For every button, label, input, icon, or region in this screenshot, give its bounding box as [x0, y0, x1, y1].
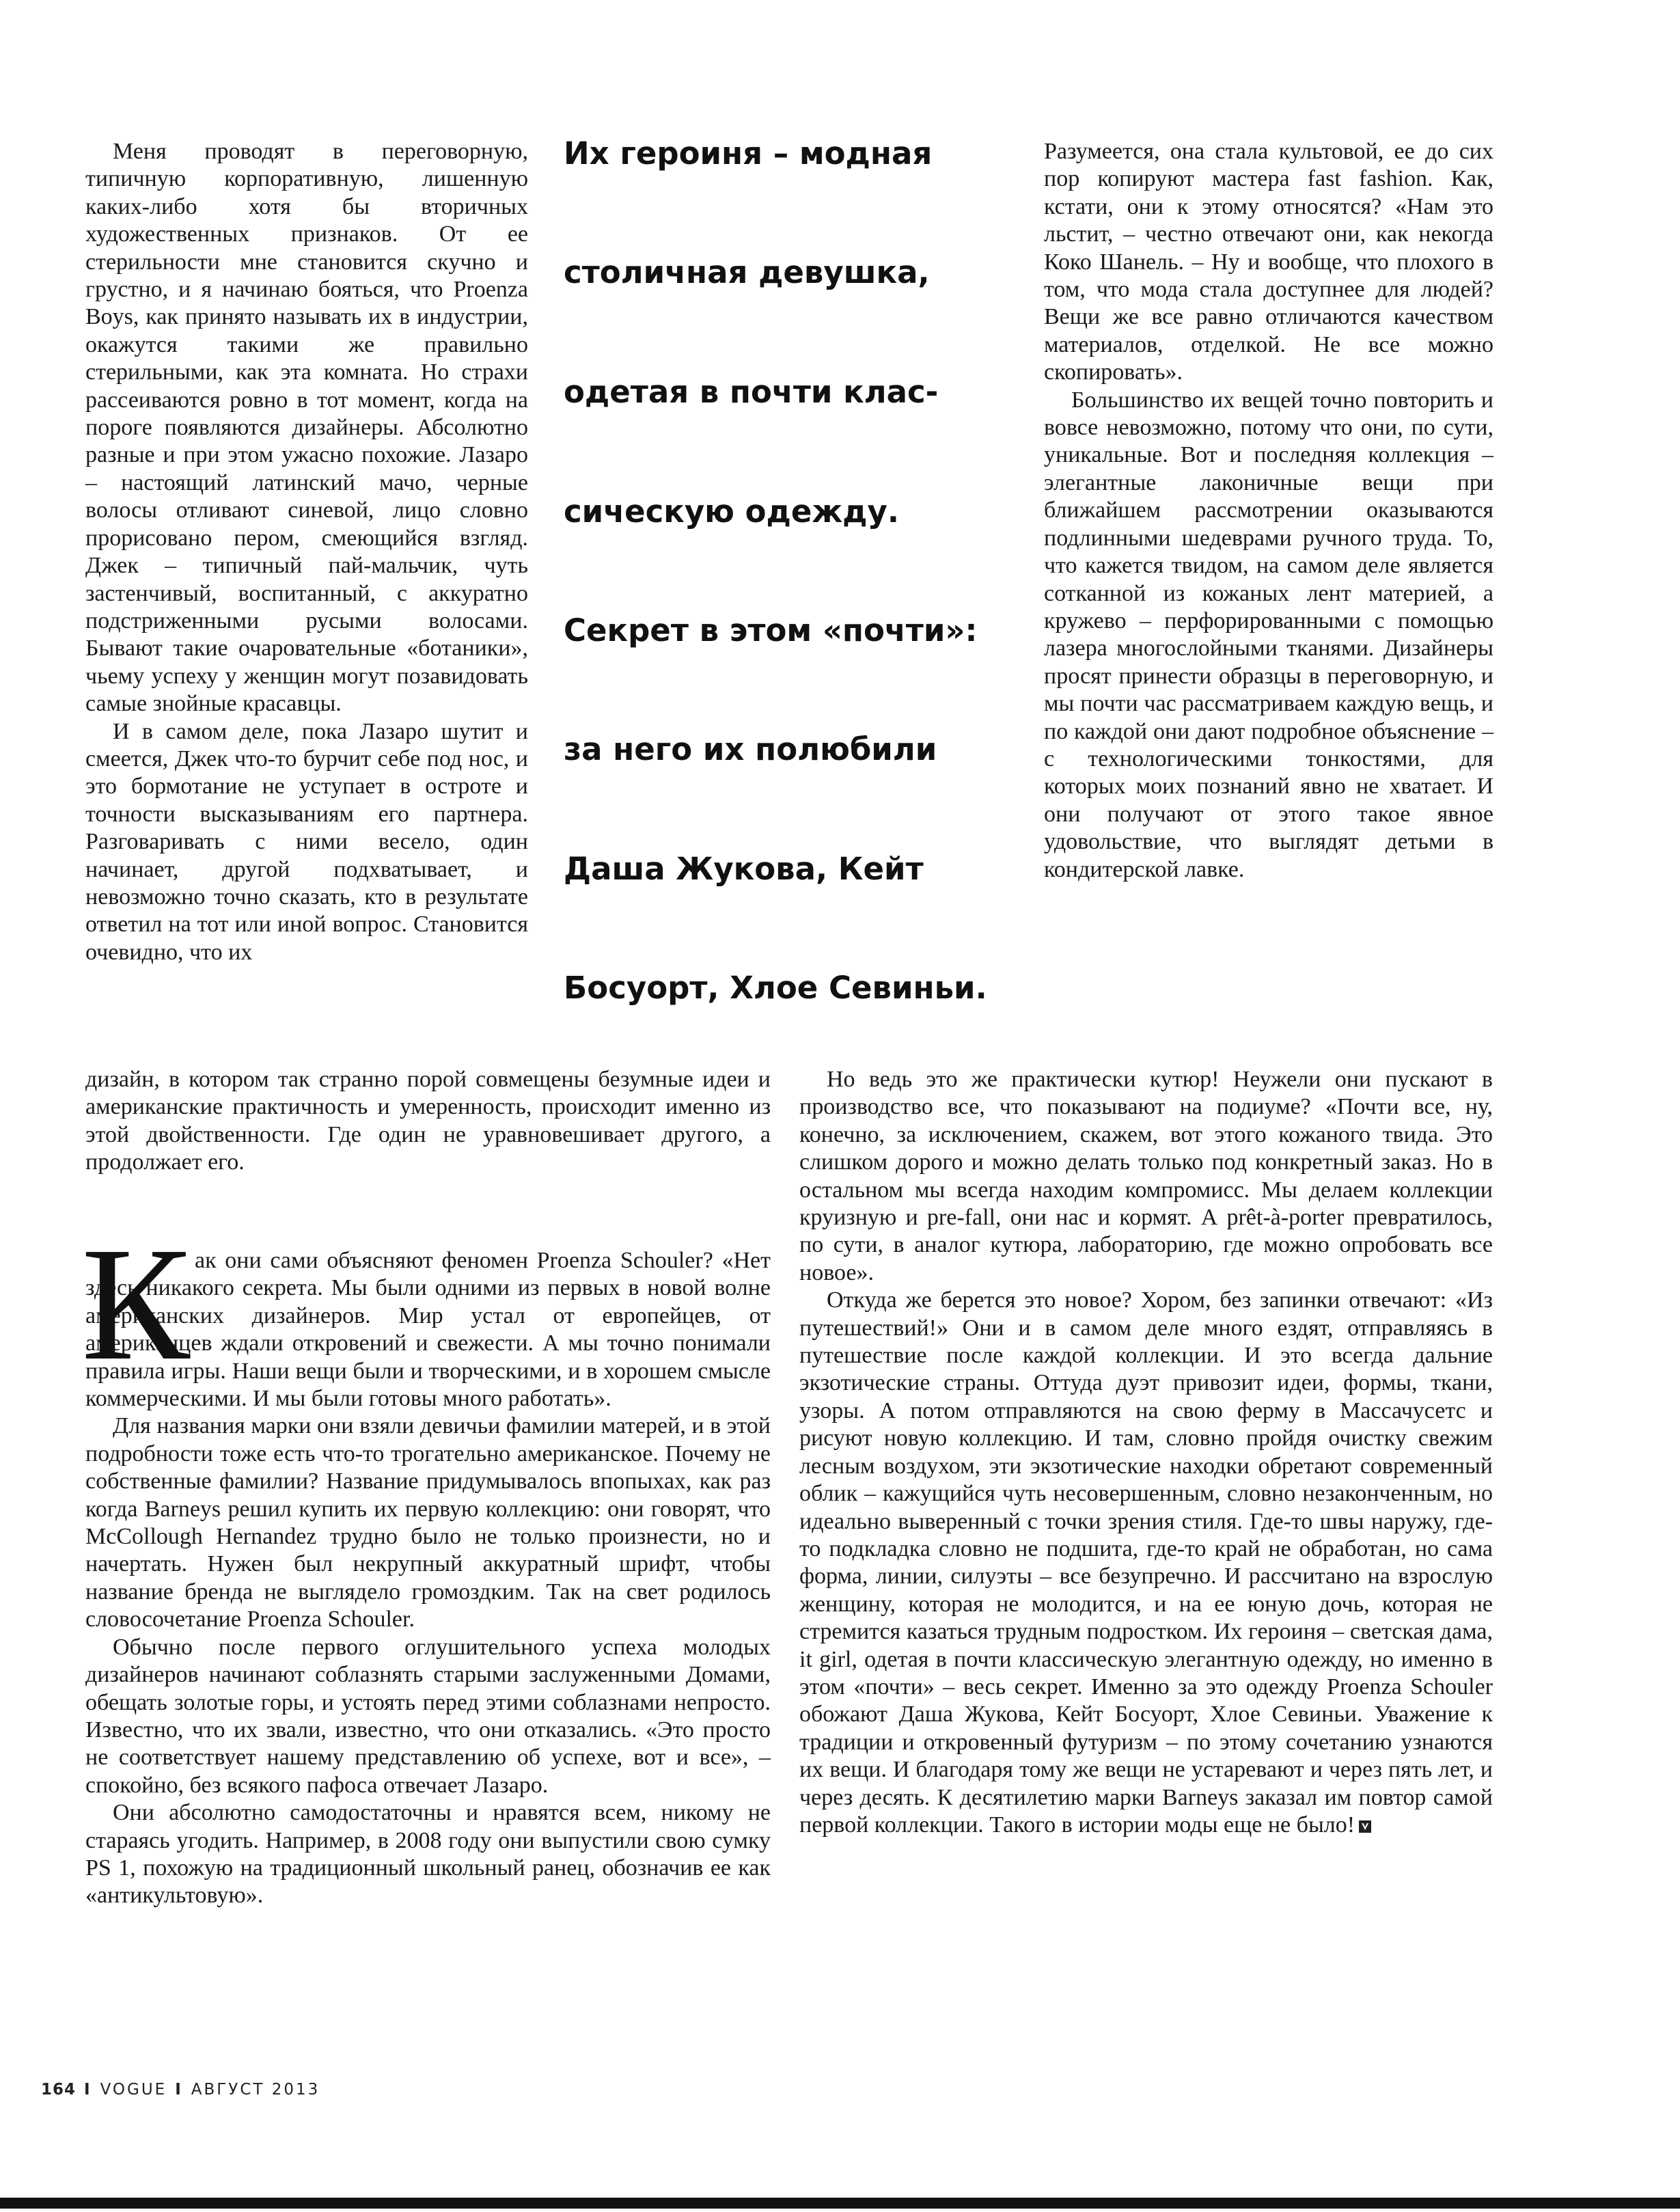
drop-cap: К — [81, 1214, 190, 1394]
end-mark-icon — [1359, 1820, 1371, 1833]
paragraph: дизайн, в котором так странно порой совмещены безумные идеи и американские практичность и умеренность, происходит именно из этой двойственности. Где один не уравновешивает другого, а продолжает его. — [85, 1067, 771, 1175]
paragraph: Разумеется, она стала культовой, ее до сих пор копируют мастера fast fashion. Как, кстати, они к этому относятся? «Нам это льстит, – честно отвечают они, как некогда Коко Шанель. – Ну и вообще, что плохого в том, что мода стала доступнее для людей? Вещи же все равно отличаются качеством материалов, отделкой. Не все можно скопировать». — [1044, 139, 1493, 385]
paragraph: И в самом деле, пока Лазаро шутит и смеется, Джек что-то бурчит себе под нос, и это бормотание не уступает в остроте и точности высказываниям его партнера. Разговаривать с ними весело, один начинает, другой подхватывает, и невозможно точно сказать, кто в результате ответил на тот или иной вопрос. Становится очевидно, что их — [85, 718, 528, 965]
left-column-top — [85, 138, 528, 966]
bottom-rule — [0, 2198, 1680, 2209]
folio — [41, 2081, 320, 2099]
paragraph: Меня проводят в переговорную, типичную корпоративную, лишенную каких-либо хотя бы вторичных художественных признаков. От ее стерильности мне становится скучно и грустно, и я начинаю бояться, что Proenza Boys, как принято называть их в индустрии, окажутся такими же правильно стерильными, как эта комната. Но страхи рассеиваются ровно в тот момент, когда на пороге появляются дизайнеры. Абсолютно разные и при этом ужасно похожие. Лазаро – настоящий латинский мачо, черные волосы отливают синевой, лицо словно прорисовано пером, смеющийся взгляд. Джек – типичный пай-мальчик, чуть застенчивый, воспитанный, с аккуратно подстриженными русыми волосами. Бывают такие очаровательные «ботаники», чьему успеху у женщин могут позавидовать самые знойные красавцы. — [85, 139, 528, 717]
paragraph: Для названия марки они взяли девичьи фамилии матерей, и в этой подробности тоже есть что-то трогательно американское. Почему не собственные фамилии? Название придумывалось впопыхах, как раз когда Barneys решил купить их первую коллекцию: они говорят, что McCollough Hernandez трудно было не только произнести, но и начертать. Нужен был некрупный аккуратный шрифт, чтобы название бренда не выглядело громоздким. Так на свет родилось словосочетание Proenza Schouler. — [85, 1413, 771, 1633]
pull-quote-line: Босуорт, Хлое Севиньи. — [564, 970, 987, 1006]
magazine-name: VOGUE — [100, 2081, 167, 2099]
dropcap-paragraph — [81, 1214, 771, 1412]
pull-quote-line: Их героиня – модная — [564, 135, 933, 172]
left-column-continuation — [85, 1066, 771, 1177]
right-column-bottom — [799, 1066, 1493, 1839]
paragraph: Они абсолютно самодостаточны и нравятся всем, никому не стараясь угодить. Например, в 2008 году они выпустили свою сумку PS 1, похожую на традиционный школьный ранец, обозначив ее как «антикультовую». — [85, 1800, 771, 1909]
paragraph: Большинство их вещей точно повторить и вовсе невозможно, потому что они, по сути, уникальные. Вот и последняя коллекция – элегантные лаконичные вещи при ближайшем рассмотрении оказываются подлинными шедеврами ручного труда. То, что кажется твидом, на самом деле является сотканной из кожаных лент материей, а кружево – перфорированными с помощью лазера многослойными тканями. Дизайнеры просят принести образцы в переговорную, и мы почти час рассматриваем каждую вещь, и по каждой они дают подробное объяснение – с технологическими тонкостями, для которых моих познаний явно не хватает. И они получают от этого такое явное удовольствие, что выглядят детьми в кондитерской лавке. — [1044, 387, 1493, 882]
paragraph: Но ведь это же практически кутюр! Неужели они пускают в производство все, что показывают на подиуме? «Почти все, ну, конечно, за исключением, скажем, вот этого кожаного твида. Это слишком дорого и можно делать только под конкретный заказ. Но в остальном мы всегда находим компромисс. Мы делаем коллекции круизную и pre-fall, они нас и кормят. А prêt-à-porter превратилось, по сути, в аналог кутюра, лабораторию, где можно опробовать все новое». — [799, 1067, 1493, 1285]
folio-separator: I — [175, 2081, 183, 2099]
pull-quote-line: Даша Жукова, Кейт — [564, 851, 924, 887]
left-column-lower — [81, 1214, 771, 1910]
pull-quote-line: Секрет в этом «почти»: — [564, 612, 978, 648]
paragraph — [799, 1287, 1493, 1839]
folio-separator: I — [84, 2081, 92, 2099]
paragraph-text: ак они сами объясняют феномен Proenza Schouler? «Нет здесь никакого секрета. Мы были одними из первых в новой волне американских дизайнеров. Мир устал от европейцев, от американцев ждали откровений и свежести. А мы точно понимали правила игры. Наши вещи были и творческими, и в хорошем смысле коммерческими. И мы были готовы много работать». — [85, 1248, 771, 1412]
paragraph-text: Откуда же берется это новое? Хором, без запинки отвечают: «Из путешествий!» Они и в самом деле много ездят, отправляясь в путешествие после каждой коллекции. И это всегда дальние экзотические страны. Оттуда дуэт привозит идеи, формы, ткани, узоры. А потом отправляются на свою ферму в Массачусетс и рисуют новую коллекцию. И там, словно пройдя очистку свежим лесным воздухом, эти экзотические находки обретают современный облик – кажущийся чуть несовершенным, словно незаконченным, но идеально выверенный с точки зрения стиля. Где-то швы наружу, где-то подкладка словно не подшита, где-то край не обработан, но сама форма, линии, силуэты – все безупречно. И рассчитано на взрослую женщину, которая не молодится, и на ее юную дочь, которая не стремится казаться трудным подростком. Их героиня – светская дама, it girl, одетая в почти классическую элегантную одежду, но именно в этом «почти» – весь секрет. Именно за это одежду Proenza Schouler обожают Даша Жукова, Кейт Босуорт, Хлое Севиньи. Уважение к традиции и откровенный футуризм – по этому сочетанию узнаются их вещи. И благодаря тому же вещи не устаревают и через пять лет, и через десять. К десятилетию марки Barneys заказал им повтор самой первой коллекции. Такого в истории моды еще не было! — [799, 1287, 1493, 1838]
pull-quote-line: за него их полюбили — [564, 731, 937, 767]
issue-date: АВГУСТ 2013 — [191, 2081, 320, 2099]
right-column-top — [1044, 138, 1493, 884]
pull-quote-line: столичная девушка, — [564, 254, 930, 290]
page-number: 164 — [41, 2081, 77, 2099]
pull-quote-line: сическую одежду. — [564, 493, 899, 530]
pull-quote-line: одетая в почти клас- — [564, 374, 939, 410]
paragraph: Обычно после первого оглушительного успеха молодых дизайнеров начинают соблазнять старыми заслуженными Домами, обещать золотые горы, и устоять перед этими соблазнами непросто. Известно, что их звали, известно, что они отказались. «Это просто не соответствует нашему представлению об успехе, вот и все», – спокойно, без всякого пафоса отвечает Лазаро. — [85, 1634, 771, 1798]
